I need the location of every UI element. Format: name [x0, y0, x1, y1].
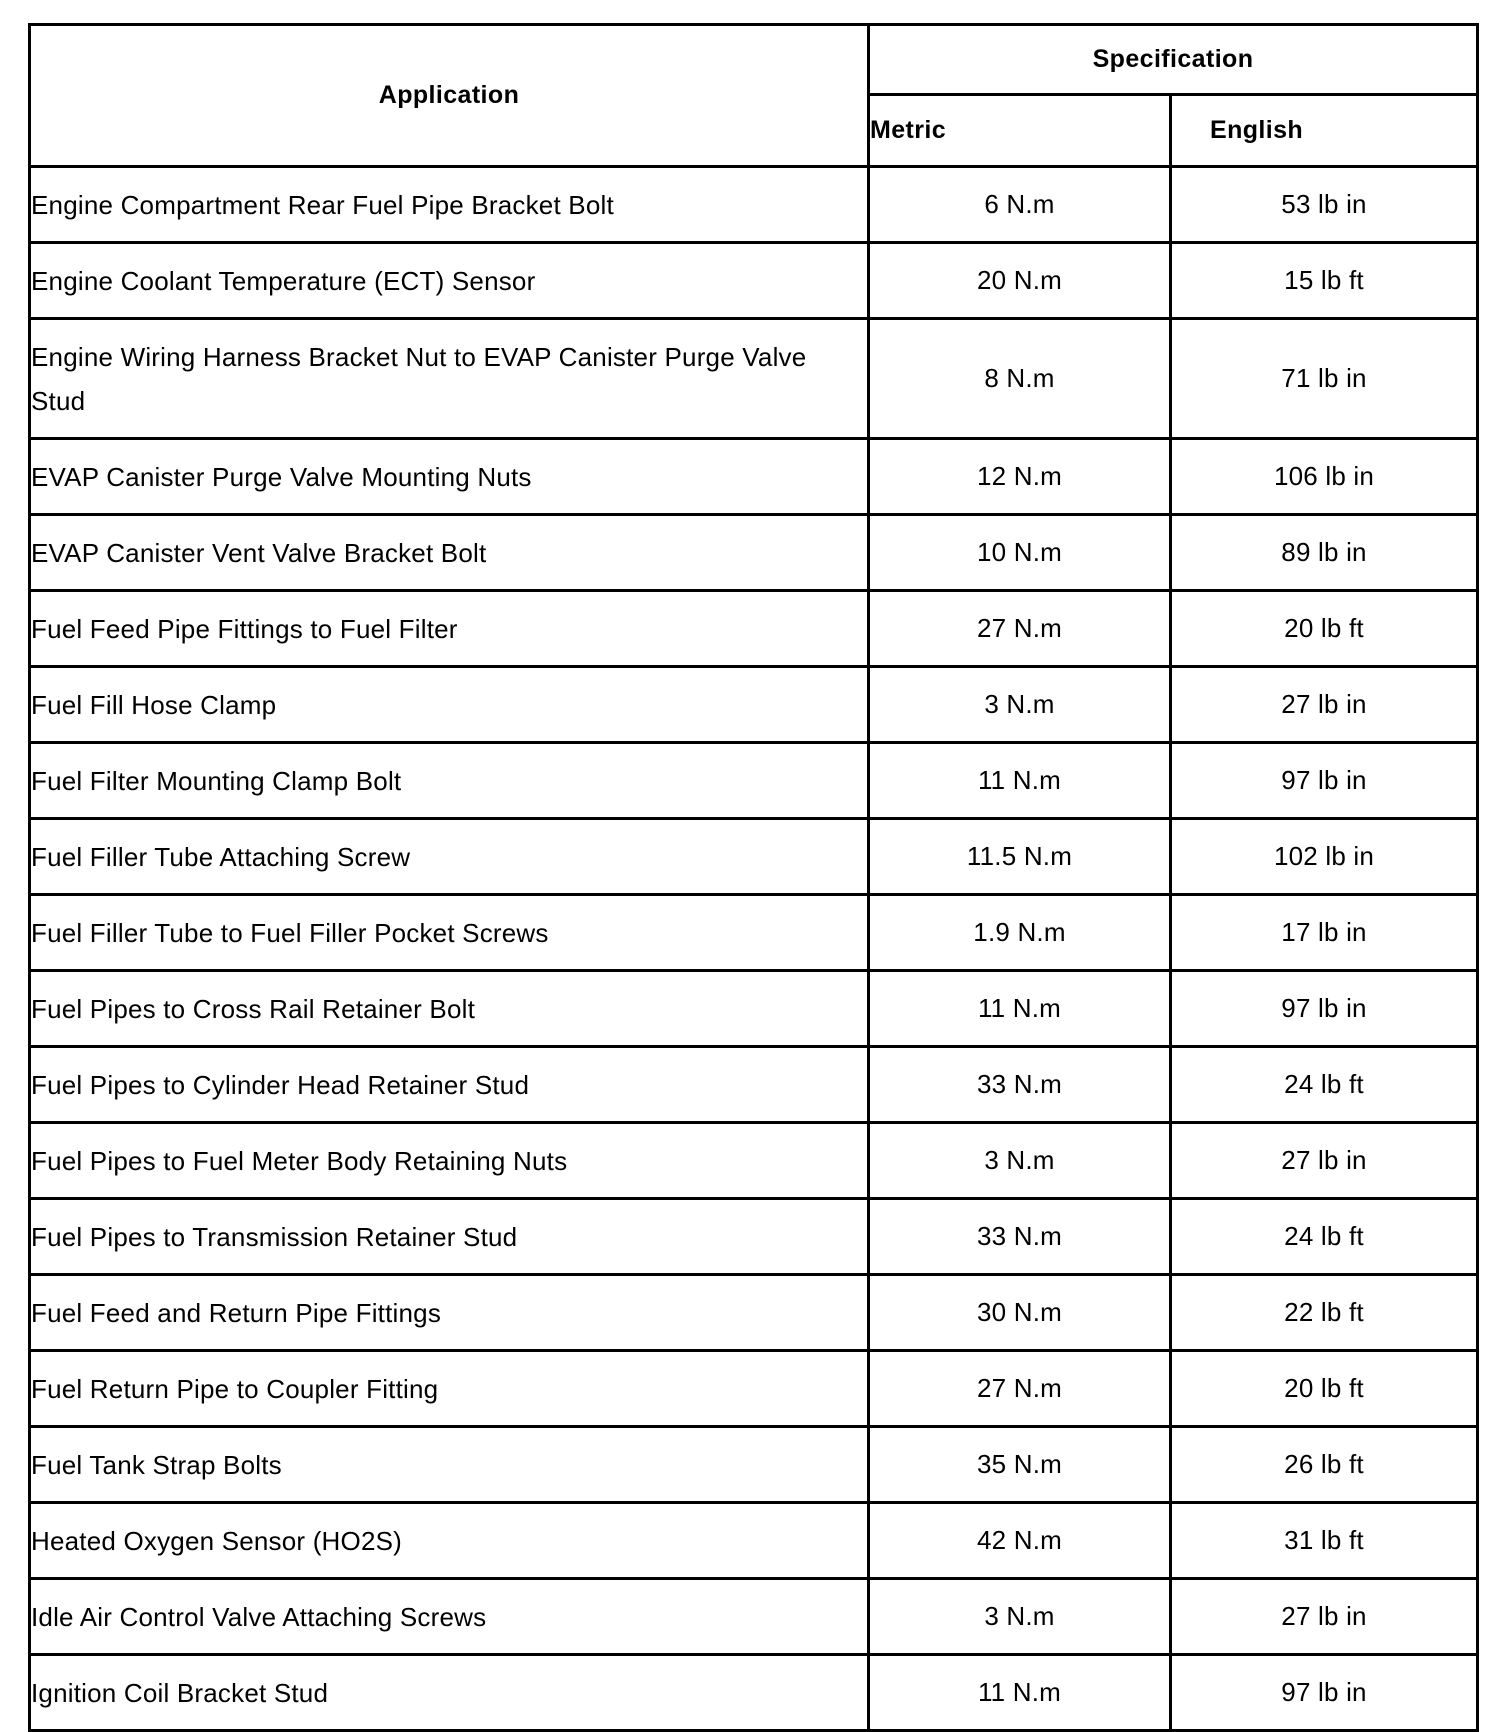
application-cell: Engine Wiring Harness Bracket Nut to EVAP Canister Purge Valve Stud: [30, 319, 869, 439]
application-cell: Fuel Pipes to Fuel Meter Body Retaining Nuts: [30, 1123, 869, 1199]
application-cell: Fuel Fill Hose Clamp: [30, 667, 869, 743]
metric-cell: 42 N.m: [869, 1503, 1171, 1579]
metric-cell: 3 N.m: [869, 1123, 1171, 1199]
metric-cell: 3 N.m: [869, 667, 1171, 743]
table-row: [30, 243, 1478, 319]
english-cell: 31 lb ft: [1171, 1503, 1478, 1579]
metric-cell: 11.5 N.m: [869, 819, 1171, 895]
metric-cell: 11 N.m: [869, 1655, 1171, 1731]
english-cell: 27 lb in: [1171, 667, 1478, 743]
english-cell: 27 lb in: [1171, 1123, 1478, 1199]
table-row: [30, 1275, 1478, 1351]
metric-cell: 8 N.m: [869, 319, 1171, 439]
english-cell: 71 lb in: [1171, 319, 1478, 439]
metric-cell: 27 N.m: [869, 1351, 1171, 1427]
header-application: Application: [30, 25, 869, 167]
application-cell: Fuel Return Pipe to Coupler Fitting: [30, 1351, 869, 1427]
table-row: [30, 743, 1478, 819]
table-row: [30, 1427, 1478, 1503]
table-row: [30, 439, 1478, 515]
metric-cell: 3 N.m: [869, 1579, 1171, 1655]
table-row: [30, 895, 1478, 971]
metric-cell: 6 N.m: [869, 167, 1171, 243]
table-row: [30, 819, 1478, 895]
torque-spec-table: [28, 23, 1479, 1732]
table-row: [30, 515, 1478, 591]
english-cell: 106 lb in: [1171, 439, 1478, 515]
application-cell: Fuel Filler Tube Attaching Screw: [30, 819, 869, 895]
table-row: [30, 971, 1478, 1047]
table-row: [30, 1503, 1478, 1579]
table-row: [30, 667, 1478, 743]
metric-cell: 1.9 N.m: [869, 895, 1171, 971]
english-cell: 53 lb in: [1171, 167, 1478, 243]
application-cell: Fuel Feed Pipe Fittings to Fuel Filter: [30, 591, 869, 667]
table-row: [30, 1199, 1478, 1275]
table-row: [30, 1351, 1478, 1427]
application-cell: Engine Coolant Temperature (ECT) Sensor: [30, 243, 869, 319]
table-row: [30, 1123, 1478, 1199]
table-row: [30, 167, 1478, 243]
application-cell: Fuel Filter Mounting Clamp Bolt: [30, 743, 869, 819]
table-row: [30, 1047, 1478, 1123]
english-cell: 26 lb ft: [1171, 1427, 1478, 1503]
application-cell: Fuel Pipes to Cylinder Head Retainer Stud: [30, 1047, 869, 1123]
application-cell: Fuel Tank Strap Bolts: [30, 1427, 869, 1503]
metric-cell: 27 N.m: [869, 591, 1171, 667]
application-cell: Idle Air Control Valve Attaching Screws: [30, 1579, 869, 1655]
header-metric: Metric: [869, 95, 1171, 167]
application-cell: Engine Compartment Rear Fuel Pipe Bracket Bolt: [30, 167, 869, 243]
metric-cell: 33 N.m: [869, 1047, 1171, 1123]
table-row: [30, 319, 1478, 439]
english-cell: 15 lb ft: [1171, 243, 1478, 319]
english-cell: 24 lb ft: [1171, 1199, 1478, 1275]
header-specification: Specification: [869, 25, 1478, 95]
metric-cell: 33 N.m: [869, 1199, 1171, 1275]
header-english: English: [1171, 95, 1478, 167]
application-cell: Fuel Pipes to Transmission Retainer Stud: [30, 1199, 869, 1275]
metric-cell: 11 N.m: [869, 743, 1171, 819]
english-cell: 22 lb ft: [1171, 1275, 1478, 1351]
english-cell: 102 lb in: [1171, 819, 1478, 895]
application-cell: Heated Oxygen Sensor (HO2S): [30, 1503, 869, 1579]
table-row: [30, 1655, 1478, 1731]
metric-cell: 11 N.m: [869, 971, 1171, 1047]
english-cell: 27 lb in: [1171, 1579, 1478, 1655]
metric-cell: 12 N.m: [869, 439, 1171, 515]
english-cell: 20 lb ft: [1171, 1351, 1478, 1427]
application-cell: EVAP Canister Purge Valve Mounting Nuts: [30, 439, 869, 515]
application-cell: Ignition Coil Bracket Stud: [30, 1655, 869, 1731]
metric-cell: 35 N.m: [869, 1427, 1171, 1503]
table-row: [30, 1579, 1478, 1655]
english-cell: 89 lb in: [1171, 515, 1478, 591]
english-cell: 97 lb in: [1171, 743, 1478, 819]
english-cell: 17 lb in: [1171, 895, 1478, 971]
english-cell: 20 lb ft: [1171, 591, 1478, 667]
english-cell: 97 lb in: [1171, 1655, 1478, 1731]
english-cell: 97 lb in: [1171, 971, 1478, 1047]
metric-cell: 20 N.m: [869, 243, 1171, 319]
application-cell: EVAP Canister Vent Valve Bracket Bolt: [30, 515, 869, 591]
metric-cell: 30 N.m: [869, 1275, 1171, 1351]
application-cell: Fuel Feed and Return Pipe Fittings: [30, 1275, 869, 1351]
application-cell: Fuel Pipes to Cross Rail Retainer Bolt: [30, 971, 869, 1047]
metric-cell: 10 N.m: [869, 515, 1171, 591]
english-cell: 24 lb ft: [1171, 1047, 1478, 1123]
application-cell: Fuel Filler Tube to Fuel Filler Pocket Screws: [30, 895, 869, 971]
table-row: [30, 591, 1478, 667]
